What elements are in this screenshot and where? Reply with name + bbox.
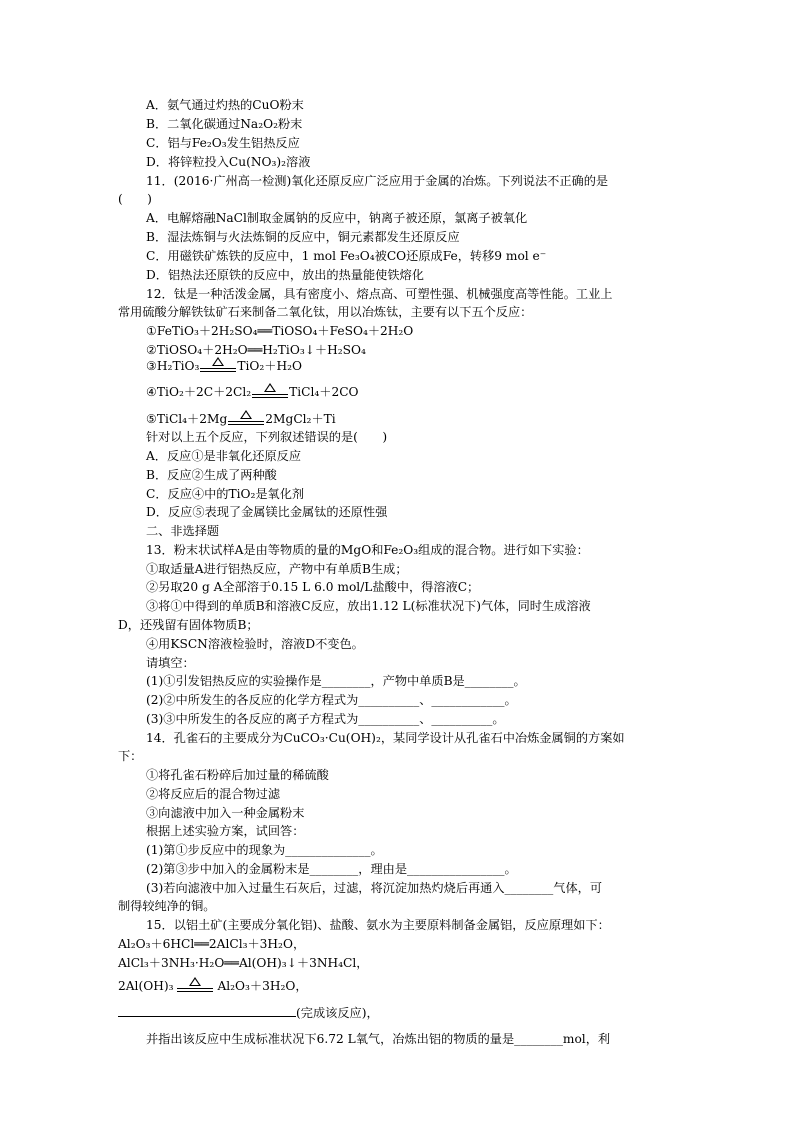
q13-sub-3: (3)③中所发生的各反应的离子方程式为__________、__________。 [146, 712, 505, 726]
q12-reaction-3-left: ③H₂TiO₃ [146, 359, 200, 373]
q15-stem: 15．以铝土矿(主要成分氧化铝)、盐酸、氨水为主要原料制备金属铝，反应原理如下： [146, 918, 610, 932]
q14-sub-1: (1)第①步反应中的现象为______________。 [146, 843, 383, 857]
q14-step-1: ①将孔雀石粉碎后加过量的稀硫酸 [146, 768, 329, 782]
section-heading: 二、非选择题 [146, 524, 220, 538]
q15-reaction-2: AlCl₃＋3NH₃·H₂O══Al(OH)₃↓＋3NH₄Cl， [118, 956, 369, 970]
answer-blank[interactable] [118, 1004, 296, 1017]
q12-option-b: B．反应②生成了两种酸 [146, 468, 277, 482]
q12-reaction-4 [146, 381, 680, 403]
q12-reaction-2: ②TiOSO₄＋2H₂O══H₂TiO₃↓＋H₂SO₄ [146, 343, 366, 357]
q15-completion-text: (完成该反应)， [296, 1006, 379, 1020]
heat-arrow-symbol [200, 357, 236, 377]
q12-reaction-5 [146, 408, 680, 430]
q13-step-1: ①取适量A进行铝热反应，产物中有单质B生成； [146, 562, 408, 576]
q15-reaction-3-right: Al₂O₃＋3H₂O， [217, 979, 308, 993]
q11-answer-paren: ( ) [118, 192, 152, 206]
q14-stem-line1: 14．孔雀石的主要成分为CuCO₃·Cu(OH)₂，某同学设计从孔雀石中冶炼金属铜的方案如 [146, 731, 625, 745]
q12-option-a: A．反应①是非氧化还原反应 [146, 449, 302, 463]
q10-option-a: A．氨气通过灼热的CuO粉末 [146, 98, 304, 112]
q12-reaction-4-right: TiCl₄＋2CO [289, 385, 359, 399]
q11-option-b: B．湿法炼铜与火法炼铜的反应中，铜元素都发生还原反应 [146, 230, 460, 244]
q14-stem-line2: 下： [118, 749, 143, 763]
q11-stem: 11．(2016·广州高一检测)氧化还原反应广泛应用于金属的冶炼。下列说法不正确的是 [146, 174, 609, 188]
q13-step-3-line1: ③将①中得到的单质B和溶液C反应，放出1.12 L(标准状况下)气体，同时生成溶液 [146, 599, 591, 613]
q13-step-2: ②另取20 g A全部溶于0.15 L 6.0 mol/L盐酸中，得溶液C； [146, 580, 480, 594]
q13-fill-prompt: 请填空： [146, 656, 195, 670]
q12-option-c: C．反应④中的TiO₂是氧化剂 [146, 487, 305, 501]
q12-reaction-3 [146, 355, 680, 377]
heat-arrow-symbol [228, 410, 264, 430]
heat-arrow-symbol [177, 977, 213, 997]
q10-option-c: C．铝与Fe₂O₃发生铝热反应 [146, 136, 300, 150]
q12-reaction-3-right: TiO₂＋H₂O [237, 359, 302, 373]
q13-sub-1: (1)①引发铝热反应的实验操作是________，产物中单质B是________。 [146, 674, 526, 688]
q11-option-c: C．用磁铁矿炼铁的反应中，1 mol Fe₃O₄被CO还原成Fe，转移9 mol e⁻ [146, 249, 547, 263]
q12-reaction-5-left: ⑤TiCl₄＋2Mg [146, 412, 228, 426]
q10-option-d: D．将锌粒投入Cu(NO₃)₂溶液 [146, 155, 311, 169]
q12-reaction-4-left: ④TiO₂＋2C＋2Cl₂ [146, 385, 252, 399]
q13-step-3-line2: D，还残留有固体物质B； [118, 618, 259, 632]
q13-step-4: ④用KSCN溶液检验时，溶液D不变色。 [146, 637, 364, 651]
q15-reaction-1: Al₂O₃＋6HCl══2AlCl₃＋3H₂O， [118, 937, 306, 951]
q11-option-d: D．铝热法还原铁的反应中，放出的热量能使铁熔化 [146, 268, 424, 282]
q15-reaction-3 [118, 975, 680, 997]
q12-reaction-5-right: 2MgCl₂＋Ti [265, 412, 336, 426]
q11-option-a: A．电解熔融NaCl制取金属钠的反应中，钠离子被还原，氯离子被氧化 [146, 211, 528, 225]
q15-question: 并指出该反应中生成标准状况下6.72 L氧气，冶炼出铝的物质的量是________mol，利 [146, 1032, 611, 1046]
q12-question: 针对以上五个反应，下列叙述错误的是( ) [146, 430, 388, 444]
q14-sub-3-line2: 制得较纯净的铜。 [118, 899, 216, 913]
q14-sub-2: (2)第③步中加入的金属粉末是________，理由是________________。 [146, 862, 517, 876]
q14-step-3: ③向滤液中加入一种金属粉末 [146, 806, 305, 820]
q15-reaction-3-left: 2Al(OH)₃ [118, 979, 174, 993]
q13-sub-2: (2)②中所发生的各反应的化学方程式为__________、____________。 [146, 693, 517, 707]
q12-stem-line1: 12．钛是一种活泼金属，具有密度小、熔点高、可塑性强、机械强度高等性能。工业上 [146, 287, 613, 301]
q14-sub-3-line1: (3)若向滤液中加入过量生石灰后，过滤，将沉淀加热灼烧后再通入________气体，可 [146, 881, 603, 895]
q13-stem: 13．粉末状试样A是由等物质的量的MgO和Fe₂O₃组成的混合物。进行如下实验： [146, 543, 589, 557]
q12-reaction-1: ①FeTiO₃＋2H₂SO₄══TiOSO₄＋FeSO₄＋2H₂O [146, 324, 414, 338]
q12-stem-line2: 常用硫酸分解铁钛矿石来制备二氧化钛，用以冶炼钛，主要有以下五个反应： [118, 305, 533, 319]
q15-completion-line [118, 1004, 680, 1023]
q12-option-d: D．反应⑤表现了金属镁比金属钛的还原性强 [146, 505, 388, 519]
q10-option-b: B．二氧化碳通过Na₂O₂粉末 [146, 117, 303, 131]
heat-arrow-symbol [252, 383, 288, 403]
q14-step-2: ②将反应后的混合物过滤 [146, 787, 281, 801]
q14-prompt: 根据上述实验方案，试回答： [146, 824, 305, 838]
